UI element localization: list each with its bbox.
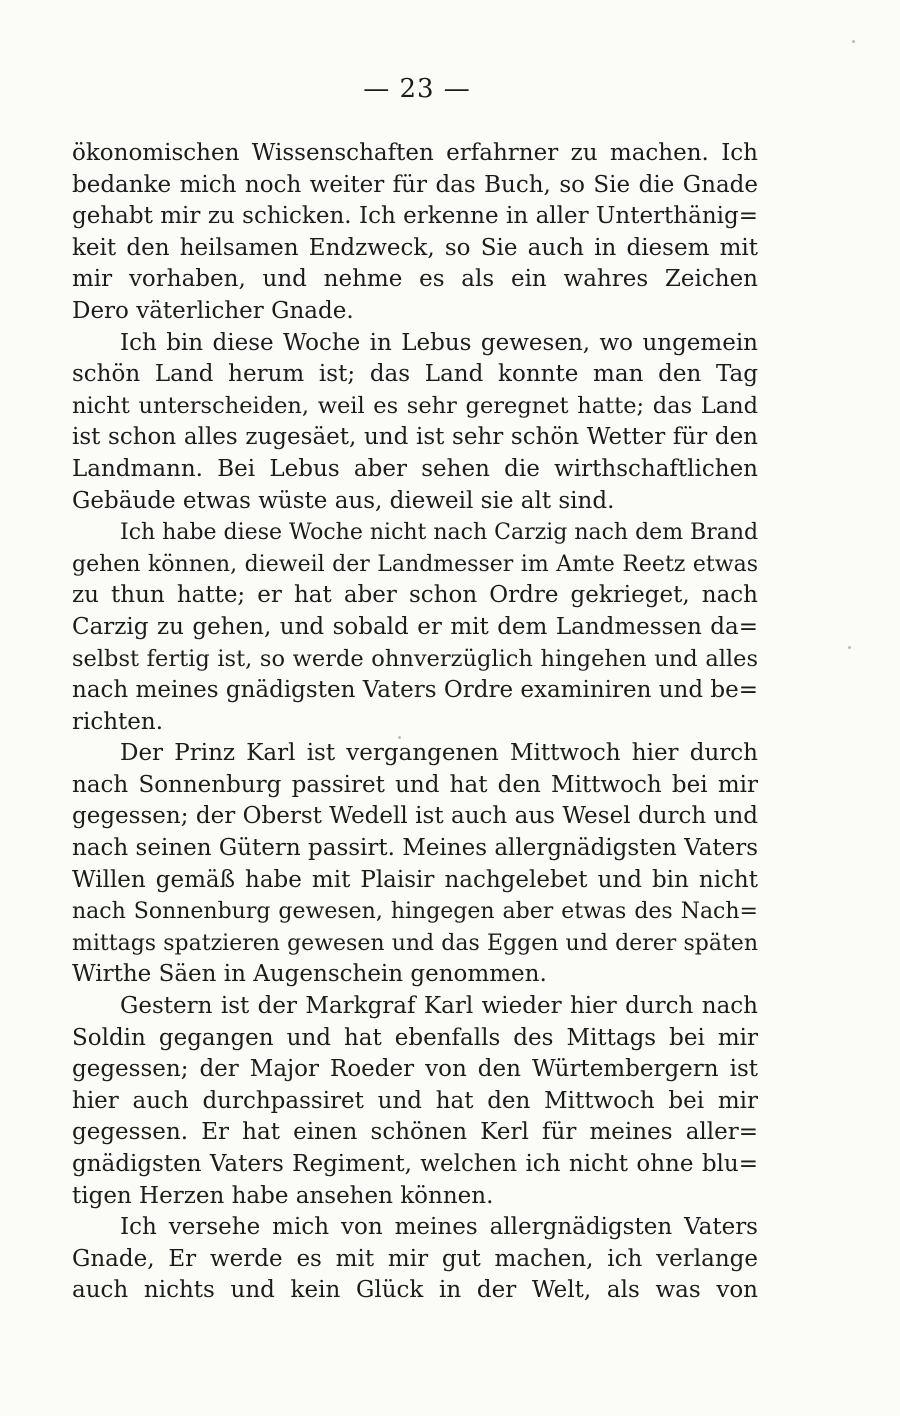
text-line: keit den heilsamen Endzweck, so Sie auch in diesem mit [72, 234, 758, 261]
text-line: mir vorhaben, und nehme es als ein wahres Zeichen [72, 266, 758, 293]
text-line: richten. [72, 708, 164, 735]
text-line: gegessen; der Oberst Wedell ist auch aus Wesel durch und [72, 803, 758, 830]
text-line: hier auch durchpassiret und hat den Mittwoch bei mir [72, 1087, 758, 1114]
paper-speck [398, 736, 401, 739]
text-line: Ich bin diese Woche in Lebus gewesen, wo ungemein [120, 329, 758, 356]
text-line: gegessen; der Major Roeder von den Würtembergern ist [72, 1056, 758, 1083]
text-line: Wirthe Säen in Augenschein genommen. [72, 961, 547, 988]
text-line: nach meines gnädigsten Vaters Ordre examiniren und be= [72, 677, 758, 704]
text-line: Soldin gegangen und hat ebenfalls des Mittags bei mir [72, 1024, 758, 1051]
text-line: Gnade, Er werde es mit mir gut machen, ich verlange [72, 1245, 758, 1272]
text-line: nach Sonnenburg passiret und hat den Mittwoch bei mir [72, 771, 758, 798]
text-line: gehen können, dieweil der Landmesser im Amte Reetz etwas [72, 551, 758, 577]
text-line: schön Land herum ist; das Land konnte man den Tag [72, 361, 758, 388]
text-line: mittags spatzieren gewesen und das Eggen und derer späten [72, 930, 758, 956]
page-number: — 23 — [363, 74, 471, 104]
text-line: Gebäude etwas wüste aus, dieweil sie alt sind. [72, 487, 615, 514]
text-line: Carzig zu gehen, und sobald er mit dem Landmessen da= [72, 613, 758, 640]
text-line: selbst fertig ist, so werde ohnverzüglich hingehen und alles [72, 645, 758, 672]
text-line: Der Prinz Karl ist vergangenen Mittwoch hier durch [120, 740, 758, 767]
text-line: gehabt mir zu schicken. Ich erkenne in aller Unterthänig= [72, 203, 758, 230]
text-line: Ich habe diese Woche nicht nach Carzig nach dem Brand [120, 520, 759, 546]
text-line: Gestern ist der Markgraf Karl wieder hier durch nach [120, 993, 758, 1020]
text-line: bedanke mich noch weiter für das Buch, so Sie die Gnade [72, 171, 758, 198]
text-line: zu thun hatte; er hat aber schon Ordre gekrieget, nach [72, 582, 758, 609]
text-line: Ich versehe mich von meines allergnädigsten Vaters [120, 1214, 758, 1241]
body-text [72, 138, 758, 1307]
text-line: nach seinen Gütern passirt. Meines allergnädigsten Vaters [72, 835, 759, 862]
text-line: nicht unterscheiden, weil es sehr geregnet hatte; das Land [72, 392, 758, 419]
paper-speck [848, 646, 851, 649]
text-line: ist schon alles zugesäet, und ist sehr schön Wetter für den [72, 424, 758, 451]
text-line: gegessen. Er hat einen schönen Kerl für meines aller= [72, 1119, 758, 1146]
text-line: gnädigsten Vaters Regiment, welchen ich nicht ohne blu= [72, 1151, 758, 1177]
paper-speck [852, 40, 855, 43]
text-line: Landmann. Bei Lebus aber sehen die wirthschaftlichen [72, 455, 758, 482]
text-line: auch nichts und kein Glück in der Welt, als was von [72, 1277, 758, 1304]
text-line: nach Sonnenburg gewesen, hingegen aber etwas des Nach= [72, 899, 758, 925]
text-line: tigen Herzen habe ansehen können. [72, 1182, 494, 1209]
text-line: Dero väterlicher Gnade. [72, 297, 354, 324]
text-line: ökonomischen Wissenschaften erfahrner zu machen. Ich [72, 140, 758, 166]
text-line: Willen gemäß habe mit Plaisir nachgelebet und bin nicht [72, 866, 758, 893]
